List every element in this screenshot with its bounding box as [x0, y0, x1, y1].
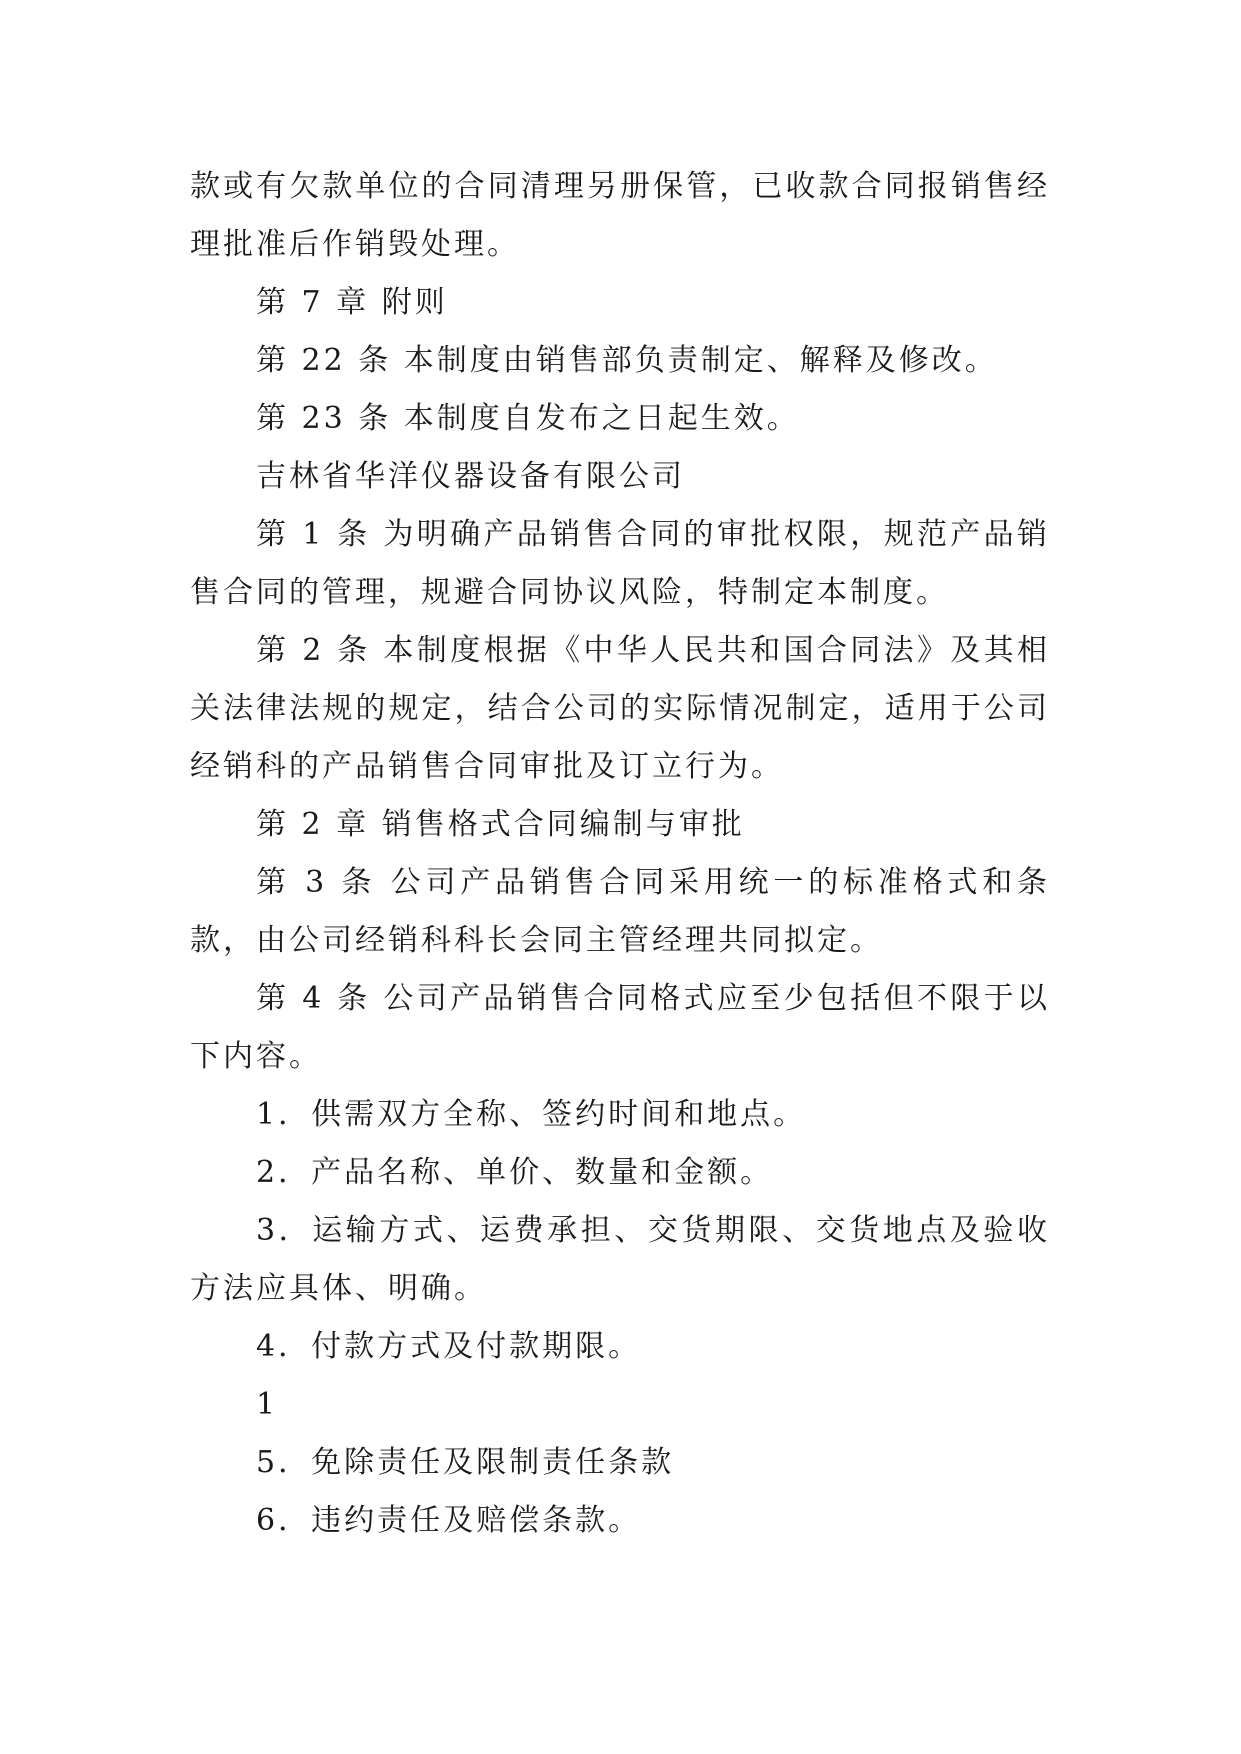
- list-item-2: 2．产品名称、单价、数量和金额。: [256, 1155, 774, 1190]
- list-item-1: 1．供需双方全称、签约时间和地点。: [256, 1097, 807, 1132]
- chapter-2-heading: 第 2 章 销售格式合同编制与审批: [256, 807, 745, 842]
- article-23: 第 23 条 本制度自发布之日起生效。: [256, 401, 800, 436]
- article-4: 第 4 条 公司产品销售合同格式应至少包括但不限于以下内容。: [190, 981, 1050, 1074]
- article-22: 第 22 条 本制度由销售部负责制定、解释及修改。: [256, 343, 998, 378]
- article-2: 第 2 条 本制度根据《中华人民共和国合同法》及其相关法律法规的规定，结合公司的实际情况制定，适用于公司经销科的产品销售合同审批及订立行为。: [190, 633, 1050, 784]
- list-item-6: 6．违约责任及赔偿条款。: [256, 1503, 642, 1538]
- chapter-7-heading: 第 7 章 附则: [256, 285, 448, 320]
- company-name: 吉林省华洋仪器设备有限公司: [256, 459, 685, 494]
- article-1: 第 1 条 为明确产品销售合同的审批权限，规范产品销售合同的管理，规避合同协议风险，特制定本制度。: [190, 517, 1050, 610]
- article-3: 第 3 条 公司产品销售合同采用统一的标准格式和条款，由公司经销科科长会同主管经理共同拟定。: [190, 865, 1050, 958]
- list-item-4: 4．付款方式及付款期限。: [256, 1329, 642, 1364]
- document-body: [190, 158, 1050, 1550]
- page-number: 1: [256, 1387, 279, 1422]
- list-item-5: 5．免除责任及限制责任条款: [256, 1445, 675, 1480]
- paragraph-contract-archiving: 款或有欠款单位的合同清理另册保管，已收款合同报销售经理批准后作销毁处理。: [190, 169, 1050, 262]
- list-item-3: 3．运输方式、运费承担、交货期限、交货地点及验收方法应具体、明确。: [190, 1213, 1050, 1306]
